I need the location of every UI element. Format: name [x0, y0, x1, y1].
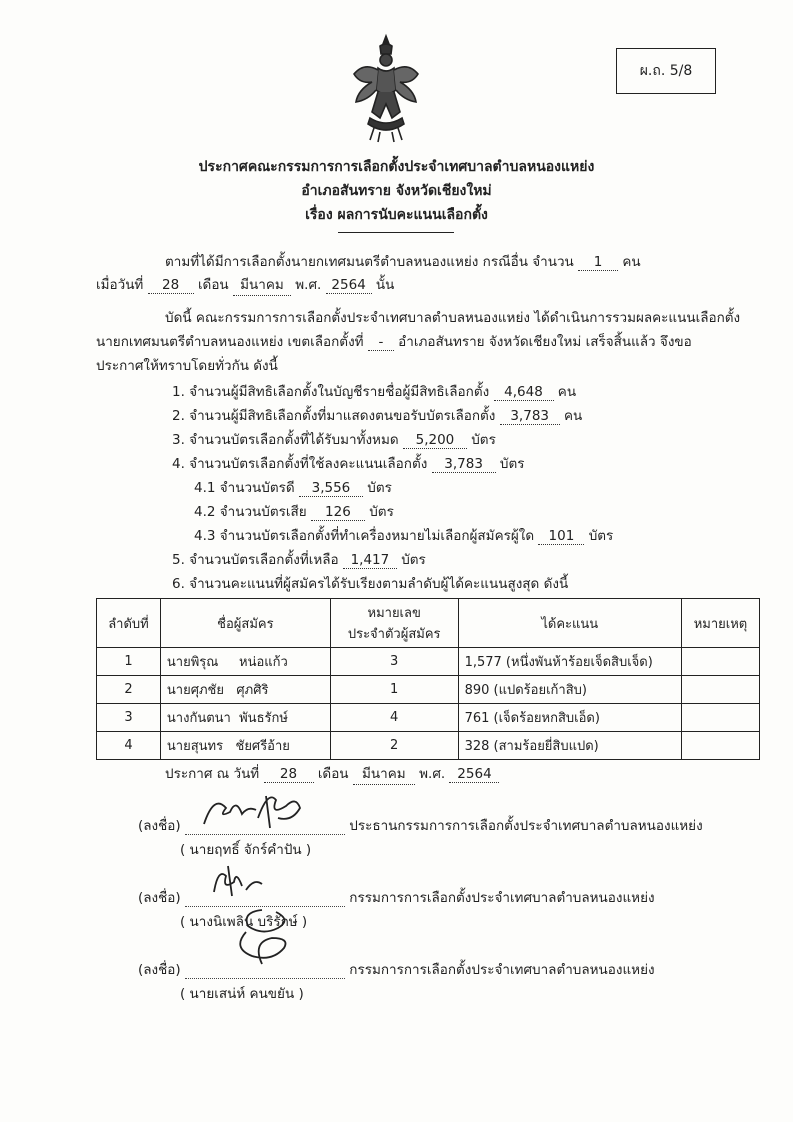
cell-score: 328 (สามร้อยยี่สิบแปด) — [458, 732, 681, 760]
stat-no-vote-ballots — [194, 524, 613, 546]
table-header-row — [97, 599, 760, 648]
signer-name-member-2: ( นายเสน่ห์ คนขยัน ) — [180, 986, 304, 1002]
stat-value: 3,556 — [299, 480, 363, 497]
table-row — [97, 704, 760, 732]
stat-voters-turnout — [172, 404, 582, 426]
stat-label: 2. จำนวนผู้มีสิทธิเลือกตั้งที่มาแสดงตนขอรับบัตรเลือกตั้ง — [172, 408, 496, 424]
table-row — [97, 648, 760, 676]
header-divider — [338, 232, 454, 233]
stat-label: 5. จำนวนบัตรเลือกตั้งที่เหลือ — [172, 552, 339, 568]
cell-rank: 4 — [97, 732, 161, 760]
intro-paragraph-2-line-2 — [96, 330, 692, 352]
stat-value: 101 — [538, 528, 584, 545]
stat-value: 3,783 — [500, 408, 560, 425]
announce-label: ประกาศ ณ วันที่ — [165, 766, 260, 782]
intro-end: นั้น — [375, 277, 395, 293]
signer-name-member-1: ( นางนิเพลิน บริรักษ์ ) — [180, 914, 308, 930]
sign-label: (ลงชื่อ) — [138, 962, 181, 978]
signature-chairman — [196, 788, 316, 834]
stat-ballots-used — [172, 452, 525, 474]
intro-paragraph-1 — [165, 250, 641, 272]
stat-label: 1. จำนวนผู้มีสิทธิเลือกตั้งในบัญชีรายชื่อผู้มีสิทธิเลือกตั้ง — [172, 384, 490, 400]
cell-note — [682, 704, 760, 732]
cell-note — [682, 732, 760, 760]
cell-number: 1 — [330, 676, 458, 704]
stat-valid-ballots — [194, 476, 392, 498]
cell-name: นายศุภชัย ศุภศิริ — [160, 676, 330, 704]
stat-unit: คน — [557, 384, 577, 400]
cell-score: 761 (เจ็ดร้อยหกสิบเอ็ด) — [458, 704, 681, 732]
cell-score: 890 (แปดร้อยเก้าสิบ) — [458, 676, 681, 704]
announce-month-label: เดือน — [317, 766, 349, 782]
announcement-date — [165, 762, 499, 785]
cell-score: 1,577 (หนึ่งพันห้าร้อยเจ็ดสิบเจ็ด) — [458, 648, 681, 676]
stat-unit: บัตร — [499, 456, 525, 472]
cell-name: นายพิรุณ หน่อแก้ว — [160, 648, 330, 676]
stat-value: 5,200 — [403, 432, 467, 449]
signature-line-member-2 — [138, 958, 655, 980]
signer-role: ประธานกรรมการการเลือกตั้งประจำเทศบาลตำบลหนองแหย่ง — [349, 818, 703, 834]
announce-year: 2564 — [449, 766, 499, 783]
results-table — [96, 598, 760, 760]
stat-label: 4.2 จำนวนบัตรเสีย — [194, 504, 307, 520]
cell-rank: 1 — [97, 648, 161, 676]
table-row — [97, 676, 760, 704]
cell-number: 3 — [330, 648, 458, 676]
signature-member-2 — [222, 902, 308, 974]
stat-unit: คน — [563, 408, 583, 424]
header-number-line-2: ประจำตัวผู้สมัคร — [347, 627, 441, 642]
stat-value: 126 — [311, 504, 365, 521]
cell-note — [682, 648, 760, 676]
header-rank: ลำดับที่ — [97, 599, 161, 648]
district-number: - — [368, 334, 394, 351]
date-label: เมื่อวันที่ — [96, 277, 144, 293]
signer-role: กรรมการการเลือกตั้งประจำเทศบาลตำบลหนองแหย่ง — [349, 962, 655, 978]
header-number — [330, 599, 458, 648]
stat-label: 4.3 จำนวนบัตรเลือกตั้งที่ทำเครื่องหมายไม่เลือกผู้สมัครผู้ใด — [194, 528, 535, 544]
stat-unit: บัตร — [367, 480, 392, 496]
sign-label: (ลงชื่อ) — [138, 818, 181, 834]
cell-rank: 2 — [97, 676, 161, 704]
cell-number: 4 — [330, 704, 458, 732]
cell-rank: 3 — [97, 704, 161, 732]
election-year: 2564 — [326, 277, 372, 294]
stat-value: 3,783 — [432, 456, 496, 473]
year-label: พ.ศ. — [295, 277, 322, 293]
header-note: หมายเหตุ — [682, 599, 760, 648]
intro-unit: คน — [622, 254, 641, 270]
stat-unit: บัตร — [401, 552, 426, 568]
header-line-2: อำเภอสันทราย จังหวัดเชียงใหม่ — [301, 183, 492, 199]
signature-member-1 — [206, 862, 276, 902]
stat-label: 4.1 จำนวนบัตรดี — [194, 480, 295, 496]
header-number-line-1: หมายเลข — [367, 606, 421, 621]
stat-value: 1,417 — [343, 552, 397, 569]
cell-number: 2 — [330, 732, 458, 760]
signer-role: กรรมการการเลือกตั้งประจำเทศบาลตำบลหนองแหย่ง — [349, 890, 655, 906]
form-code: ผ.ถ. 5/8 — [639, 63, 693, 79]
stat-unit: บัตร — [471, 432, 496, 448]
stat-unit: บัตร — [369, 504, 394, 520]
election-month: มีนาคม — [233, 273, 291, 296]
stat-ballots-received — [172, 428, 496, 450]
stat-unit: บัตร — [588, 528, 614, 544]
header-score: ได้คะแนน — [458, 599, 681, 648]
district-rest: อำเภอสันทราย จังหวัดเชียงใหม่ เสร็จสิ้นแล้ว จึงขอ — [398, 334, 692, 350]
cell-name: นายสุนทร ชัยศรีอ้าย — [160, 732, 330, 760]
election-day: 28 — [148, 277, 194, 294]
intro-paragraph-2-line-1: บัดนี้ คณะกรรมการการเลือกตั้งประจำเทศบาลตำบลหนองแหย่ง ได้ดำเนินการรวมผลคะแนนเลือกตั้ง — [165, 310, 741, 326]
header-title: เรื่อง ผลการนับคะแนนเลือกตั้ง — [305, 207, 488, 223]
stat-eligible-voters — [172, 380, 576, 402]
intro-text: ตามที่ได้มีการเลือกตั้งนายกเทศมนตรีตำบลหนองแหย่ง กรณีอื่น จำนวน — [165, 254, 574, 270]
month-label: เดือน — [197, 277, 229, 293]
sign-label: (ลงชื่อ) — [138, 890, 181, 906]
garuda-emblem — [350, 32, 422, 144]
header-name: ชื่อผู้สมัคร — [160, 599, 330, 648]
cell-note — [682, 676, 760, 704]
stat-scores-heading: 6. จำนวนคะแนนที่ผู้สมัครได้รับเรียงตามลำดับผู้ได้คะแนนสูงสุด ดังนี้ — [172, 576, 569, 592]
signer-name-chairman: ( นายฤทธิ์ จักร์คำปัน ) — [180, 842, 312, 858]
district-label: นายกเทศมนตรีตำบลหนองแหย่ง เขตเลือกตั้งที่ — [96, 334, 364, 350]
stat-invalid-ballots — [194, 500, 394, 522]
stat-remaining-ballots — [172, 548, 426, 570]
header-line-1: ประกาศคณะกรรมการการเลือกตั้งประจำเทศบาลตำบลหนองแหย่ง — [198, 159, 595, 175]
candidate-count: 1 — [578, 254, 618, 271]
stat-value: 4,648 — [494, 384, 554, 401]
announce-year-label: พ.ศ. — [419, 766, 446, 782]
stat-label: 4. จำนวนบัตรเลือกตั้งที่ใช้ลงคะแนนเลือกตั้ง — [172, 456, 428, 472]
announce-month: มีนาคม — [353, 762, 415, 785]
cell-name: นางกันตนา พันธรักษ์ — [160, 704, 330, 732]
announce-day: 28 — [264, 766, 314, 783]
stat-label: 3. จำนวนบัตรเลือกตั้งที่ได้รับมาทั้งหมด — [172, 432, 399, 448]
table-row — [97, 732, 760, 760]
form-code-box — [616, 48, 716, 94]
election-date-line — [96, 273, 394, 296]
intro-paragraph-2-line-3: ประกาศให้ทราบโดยทั่วกัน ดังนี้ — [96, 358, 278, 374]
